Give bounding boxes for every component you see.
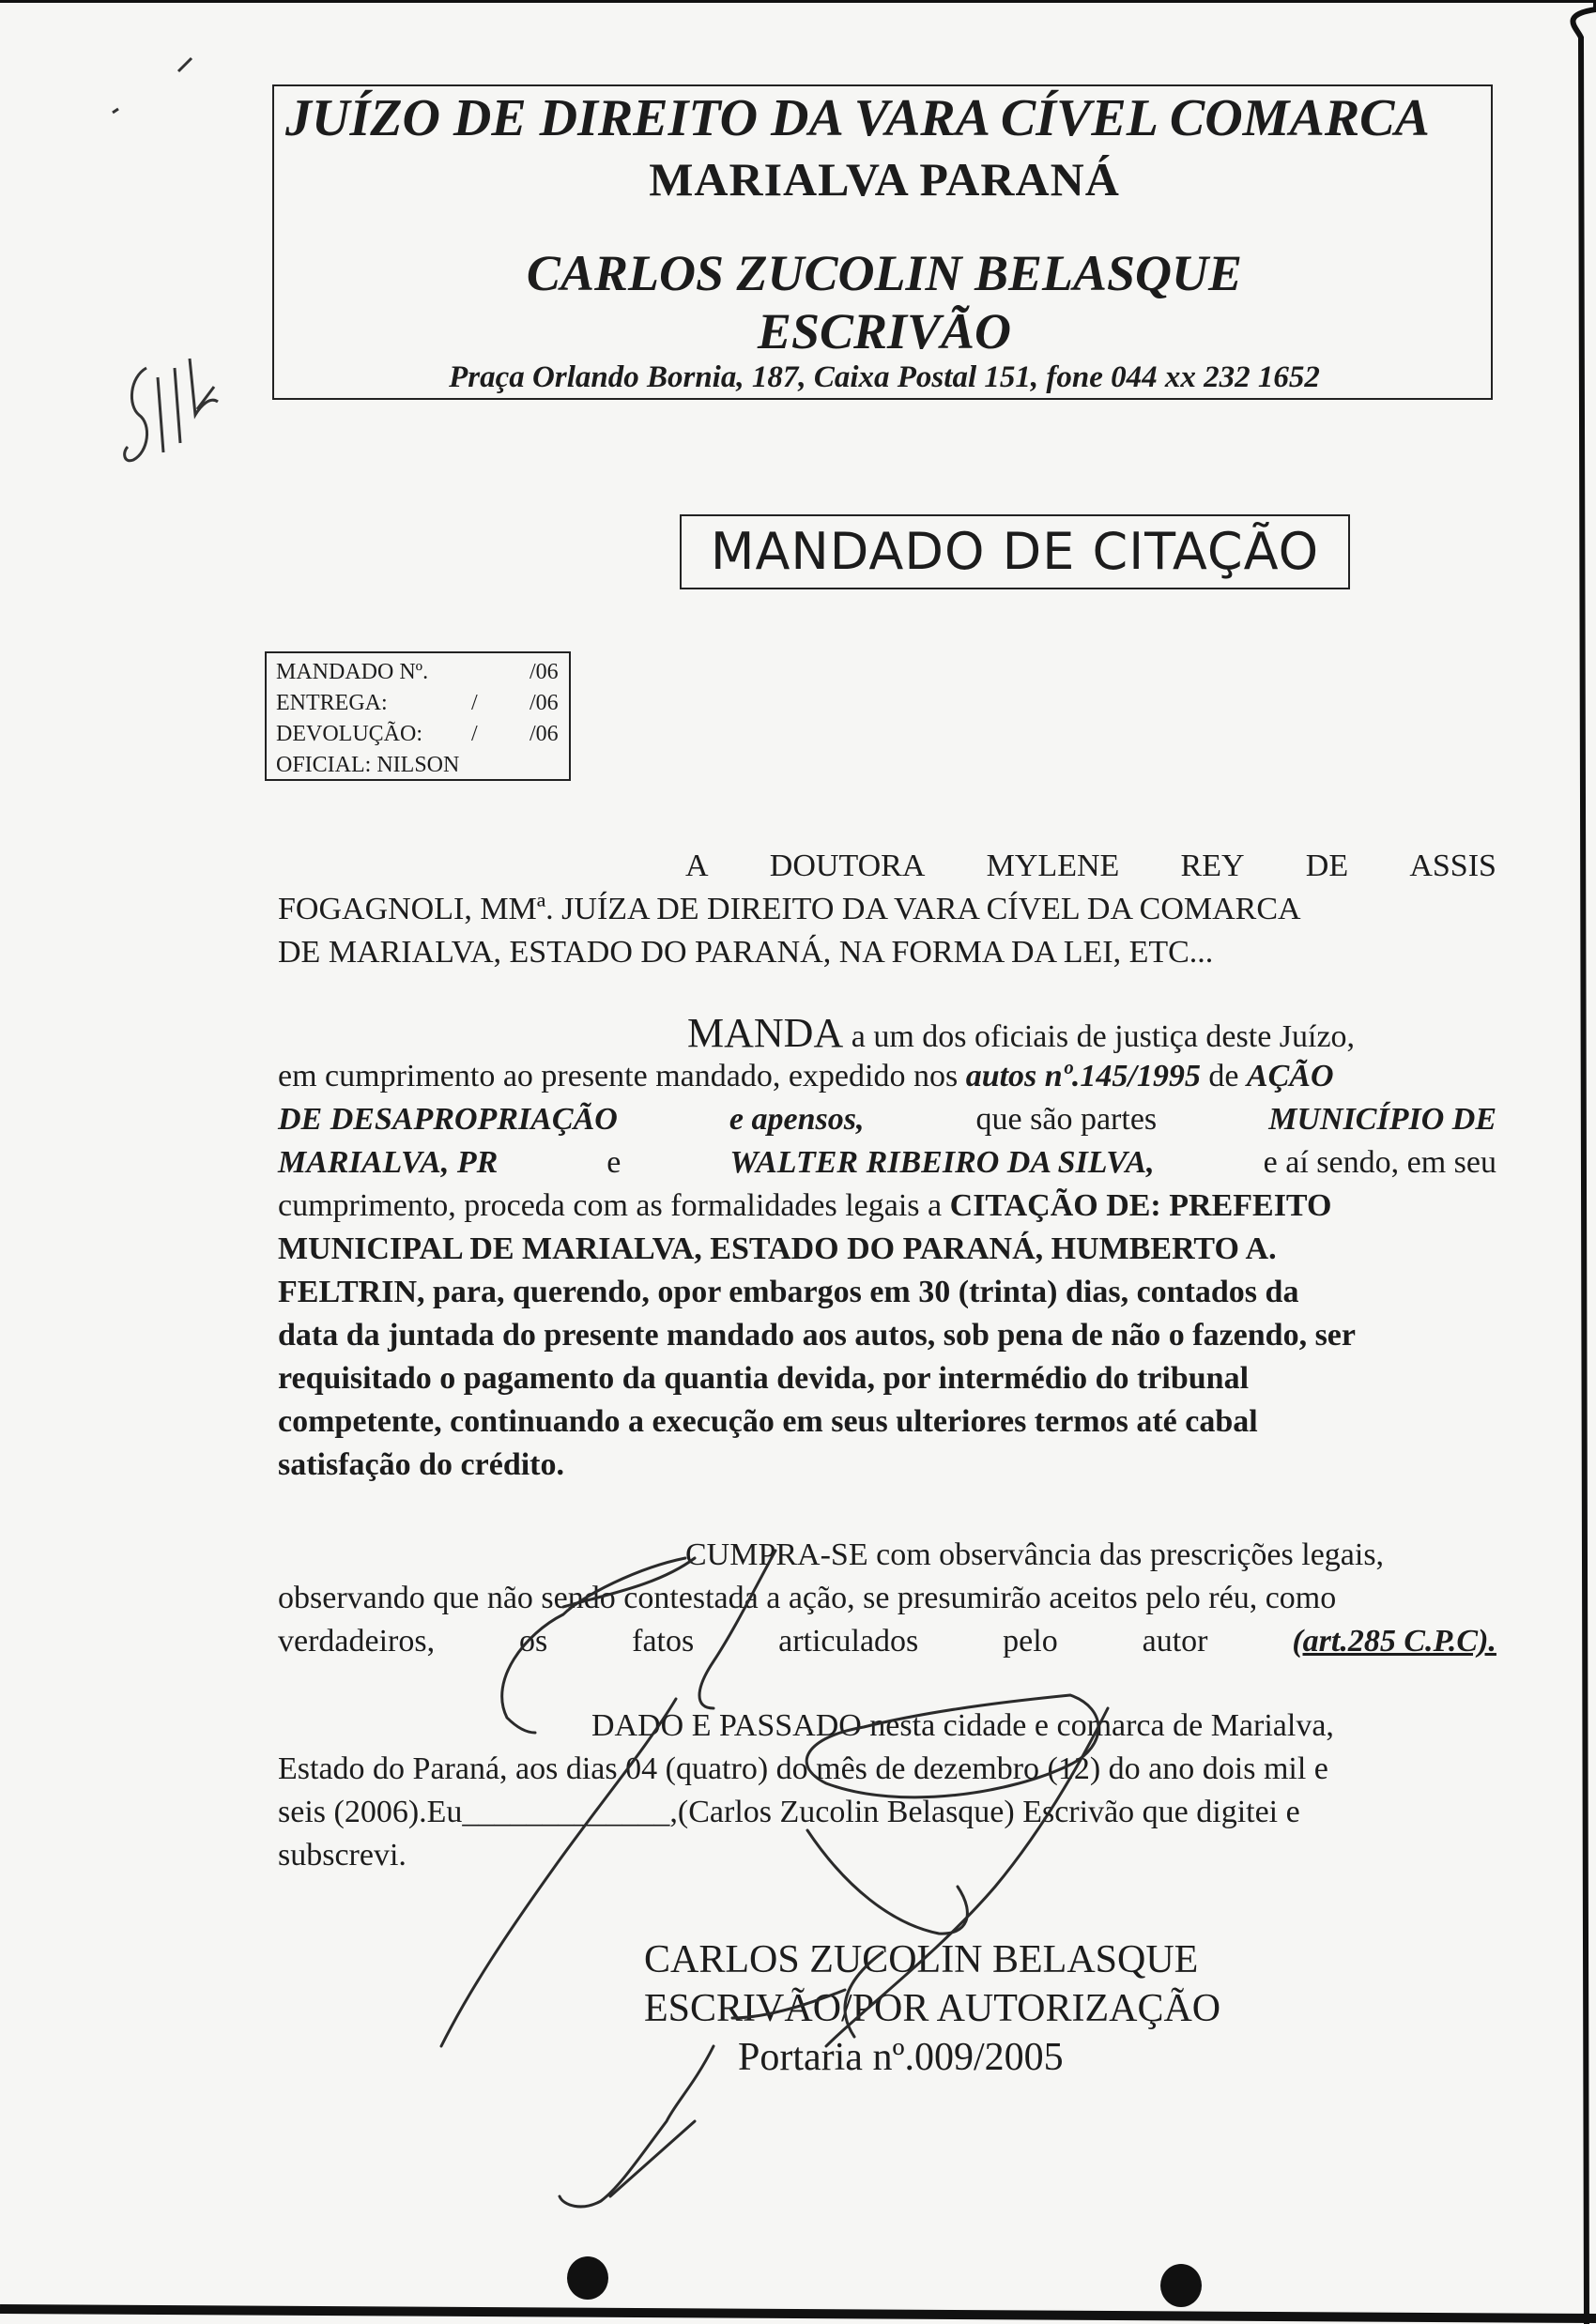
portaria-reference: Portaria nº.009/2005 [738, 2036, 1064, 2079]
document-title: MANDADO DE CITAÇÃO [680, 514, 1350, 589]
court-name: JUÍZO DE DIREITO DA VARA CÍVEL COMARCA [285, 89, 1430, 147]
clerk-name: CARLOS ZUCOLIN BELASQUE [526, 245, 1243, 301]
signer-role: ESCRIVÃO/POR AUTORIZAÇÃO [644, 1987, 1221, 2030]
info-row: ENTREGA: / /06 [276, 691, 559, 715]
cumpra-se-paragraph: CUMPRA-SE com observância das prescrições legais, observando que não sendo contestada a ação, se presumirão aceitos pelo réu, como verdadeiros, os fatos articulados pelo autor (art.285 C.P.C). [278, 1534, 1496, 1663]
clerk-title: ESCRIVÃO [757, 303, 1012, 359]
handwritten-page-number [120, 349, 223, 481]
signer-name: CARLOS ZUCOLIN BELASQUE [644, 1938, 1199, 1981]
court-location: MARIALVA PARANÁ [649, 153, 1120, 206]
info-row: MANDADO Nº. /06 [276, 660, 559, 684]
punch-hole [1160, 2264, 1202, 2307]
dado-passado-paragraph: DADO E PASSADO nesta cidade e comarca de Marialva, Estado do Paraná, aos dias 04 (quatro) do mês de dezembro (12) do ano dois mil e seis (2006).Eu_____________,(Carlos Zucolin Belasque) Escrivão que digitei e subscrevi. [278, 1708, 1334, 1873]
legal-reference: (art.285 C.P.C). [1292, 1624, 1496, 1659]
intro-paragraph: A DOUTORA MYLENE REY DE ASSIS FOGAGNOLI, MMª. JUÍZA DE DIREITO DA VARA CÍVEL DA COMARCA DE MARIALVA, ESTADO DO PARANÁ, NA FORMA DA LEI, ETC... [278, 849, 1496, 970]
signature-blank: _____________ [462, 1795, 670, 1829]
mandate-body: MANDA a um dos oficiais de justiça deste Juízo, em cumprimento ao presente mandado, expedido nos autos nº.145/1995 de AÇÃO DE DESAPROPRIAÇÃO e apensos, que são partes MUNICÍPIO DE MARIALVA, PR e WALTER RIBEIRO DA SILVA, e aí sendo, em seu cumprimento, proceda com as formalidades legais a CITAÇÃO DE: PREFEITO MUNICIPAL DE MARIALVA, ESTADO DO PARANÁ, HUMBERTO A. FELTRIN, para, querendo, opor embargos em 30 (trinta) dias, contados da data da juntada do presente mandado aos autos, sob pena de não o fazendo, ser requisitado o pagamento da quantia devida, por intermédio do tribunal competente, continuando a execução em seus ulteriores termos até cabal satisfação do crédito. [278, 1010, 1496, 1482]
court-address: Praça Orlando Bornia, 187, Caixa Postal 151, fone 044 xx 232 1652 [449, 360, 1320, 394]
info-row: DEVOLUÇÃO: / /06 [276, 722, 559, 746]
mandate-info-box [265, 651, 571, 781]
signature-block [644, 1935, 1220, 2082]
court-header [272, 84, 1493, 400]
info-row: OFICIAL: NILSON [276, 753, 460, 777]
manda-word: MANDA [687, 1010, 844, 1056]
punch-hole [567, 2256, 608, 2300]
